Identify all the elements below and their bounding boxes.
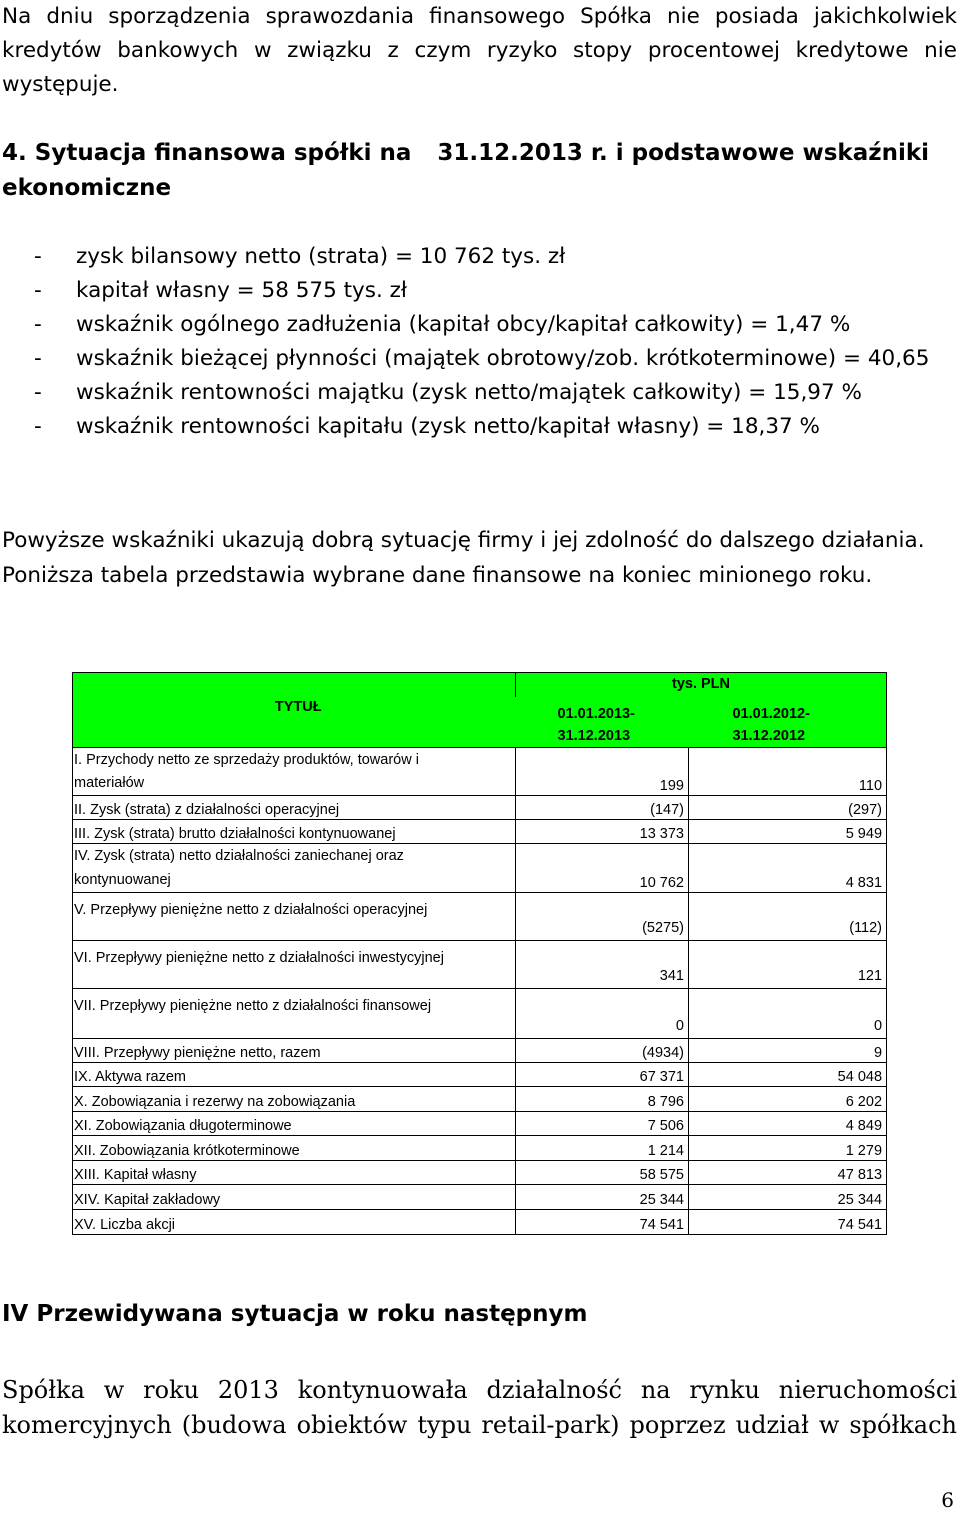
- table-row: II. Zysk (strata) z działalności operacyjnej (147) (297): [73, 795, 887, 819]
- section-iv-line-2: komercyjnych (budowa obiektów typu retail-park) poprzez udział w spółkach: [2, 1411, 957, 1439]
- table-row: I. Przychody netto ze sprzedaży produktów, towarów i materiałów 199 110: [73, 747, 887, 795]
- indicator-item: - kapitał własny = 58 575 tys. zł: [34, 278, 408, 303]
- indicator-item: - zysk bilansowy netto (strata) = 10 762 tys. zł: [34, 244, 566, 269]
- summary-paragraph: [2, 523, 957, 593]
- section-iv-heading: IV Przewidywana sytuacja w roku następnym: [2, 1301, 588, 1327]
- indicators-list: [0, 240, 960, 444]
- table-row: XV. Liczba akcji 74 541 74 541: [73, 1209, 887, 1234]
- section-iv-line-1: Spółka w roku 2013 kontynuowała działalność na rynku nieruchomości: [2, 1376, 957, 1404]
- table-unit-row: [73, 673, 887, 697]
- financial-table: [72, 672, 887, 1235]
- table-row: VIII. Przepływy pieniężne netto, razem (4934) 9: [73, 1038, 887, 1062]
- unit-label: tys. PLN: [516, 673, 887, 697]
- summary-line-1: Powyższe wskaźniki ukazują dobrą sytuację firmy i jej zdolność do dalszego działania.: [2, 528, 925, 553]
- table-row: XII. Zobowiązania krótkoterminowe 1 214 1 279: [73, 1135, 887, 1160]
- table-row: IV. Zysk (strata) netto działalności zaniechanej oraz kontynuowanej 10 762 4 831: [73, 843, 887, 892]
- indicator-item: - wskaźnik rentowności majątku (zysk netto/majątek całkowity) = 15,97 %: [34, 380, 862, 405]
- table-row: IX. Aktywa razem 67 371 54 048: [73, 1062, 887, 1086]
- table-row: VI. Przepływy pieniężne netto z działalności inwestycyjnej 341 121: [73, 940, 887, 988]
- indicator-item: - wskaźnik rentowności kapitału (zysk netto/kapitał własny) = 18,37 %: [34, 414, 820, 439]
- table-row: XI. Zobowiązania długoterminowe 7 506 4 849: [73, 1111, 887, 1135]
- table-row: X. Zobowiązania i rezerwy na zobowiązania 8 796 6 202: [73, 1086, 887, 1111]
- section-4-title-part2: 31.12.2013 r. i podstawowe wskaźniki ekonomiczne: [2, 140, 930, 201]
- col-2013-header: 01.01.2013- 31.12.2013: [516, 697, 689, 748]
- indicator-item: - wskaźnik ogólnego zadłużenia (kapitał obcy/kapitał całkowity) = 1,47 %: [34, 312, 851, 337]
- page-number: 6: [941, 1488, 954, 1512]
- summary-line-2: Poniższa tabela przedstawia wybrane dane finansowe na koniec minionego roku.: [2, 563, 873, 588]
- section-4-title-part1: Sytuacja finansowa spółki na: [34, 140, 412, 166]
- section-4-heading: [2, 136, 957, 206]
- col-2012-header: 01.01.2012- 31.12.2012: [689, 697, 887, 748]
- table-row: XIV. Kapitał zakładowy 25 344 25 344: [73, 1184, 887, 1209]
- section-4-number: 4.: [2, 140, 27, 166]
- indicator-item: - wskaźnik bieżącej płynności (majątek obrotowy/zob. krótkoterminowe) = 40,65: [34, 346, 930, 371]
- table-row: XIII. Kapitał własny 58 575 47 813: [73, 1160, 887, 1184]
- title-column-header: TYTUŁ: [73, 697, 516, 748]
- intro-paragraph: Na dniu sporządzenia sprawozdania finansowego Spółka nie posiada jakichkolwiek kredytów bankowych w związku z czym ryzyko stopy procentowej kredytowe nie występuje.: [2, 4, 957, 97]
- section-iv-paragraph: [2, 1373, 957, 1443]
- table-header-row: [73, 697, 887, 748]
- table-row: VII. Przepływy pieniężne netto z działalności finansowej 0 0: [73, 988, 887, 1038]
- table-row: V. Przepływy pieniężne netto z działalności operacyjnej (5275) (112): [73, 892, 887, 940]
- table-row: III. Zysk (strata) brutto działalności kontynuowanej 13 373 5 949: [73, 819, 887, 843]
